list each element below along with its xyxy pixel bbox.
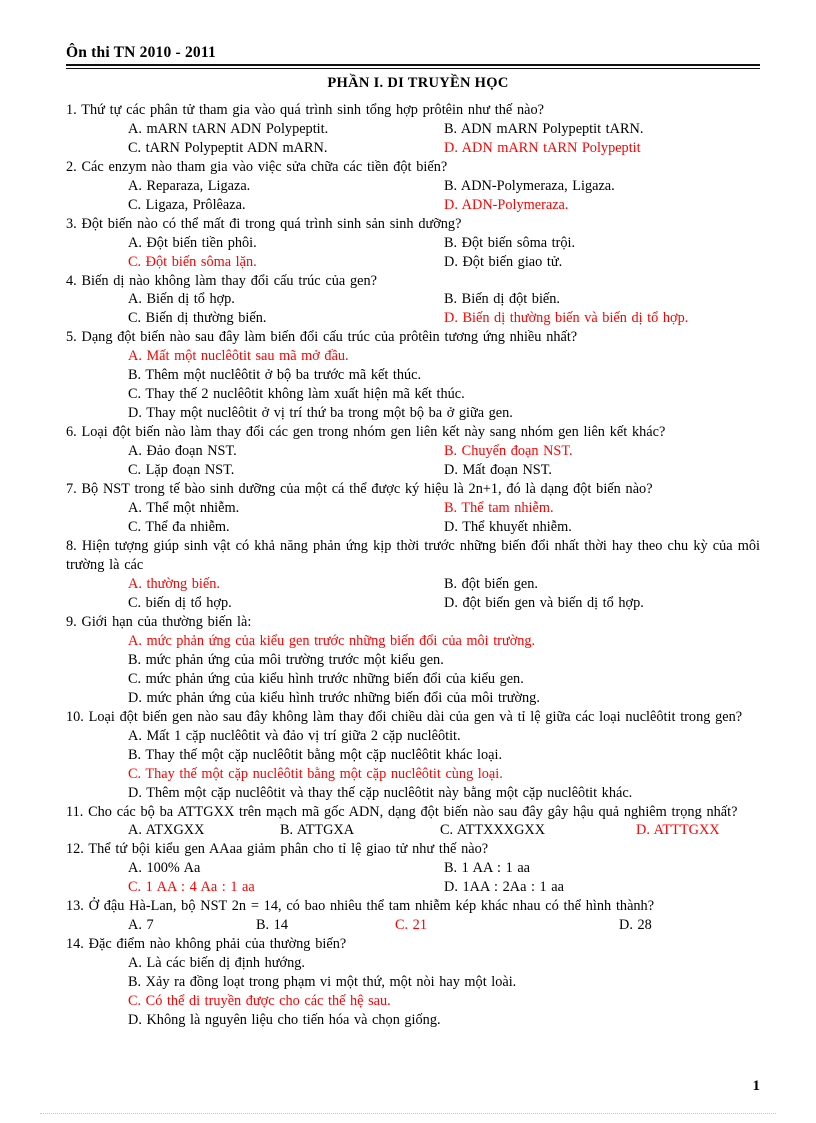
option-group — [66, 821, 760, 840]
question-block — [66, 328, 760, 423]
option-answer[interactable]: C. 21 — [395, 917, 427, 934]
option[interactable]: C. biến dị tổ hợp. — [128, 594, 232, 611]
option[interactable]: D. Không là nguyên liệu cho tiến hóa và chọn giống. — [128, 1011, 441, 1028]
question-stem: 9. Giới hạn của thường biến là: — [66, 613, 252, 630]
option-answer[interactable]: B. Thể tam nhiễm. — [444, 500, 554, 517]
option[interactable]: A. Mất 1 cặp nuclêôtit và đảo vị trí giữa 2 cặp nuclêôtit. — [128, 727, 461, 744]
question-stem: 12. Thể tứ bội kiểu gen AAaa giảm phân cho tỉ lệ giao tử như thế nào? — [66, 841, 489, 858]
question-stem: 4. Biến dị nào không làm thay đổi cấu trúc của gen? — [66, 272, 377, 289]
question-stem: 1. Thứ tự các phân tử tham gia vào quá trình sinh tổng hợp prôtêin như thế nào? — [66, 102, 544, 119]
option[interactable]: A. Biến dị tổ hợp. — [128, 291, 235, 308]
option[interactable]: D. 28 — [619, 917, 652, 934]
option-answer[interactable]: C. Đột biến sôma lặn. — [128, 253, 257, 270]
option[interactable]: B. Biến dị đột biến. — [444, 291, 560, 308]
option[interactable]: D. Đột biến giao tử. — [444, 253, 563, 270]
option[interactable]: B. Xảy ra đồng loạt trong phạm vi một thứ, một nòi hay một loài. — [128, 973, 517, 990]
question-block — [66, 158, 760, 215]
option[interactable]: C. Ligaza, Prôlêaza. — [128, 196, 246, 213]
option[interactable]: B. ADN mARN Polypeptit tARN. — [444, 120, 644, 137]
option[interactable]: A. mARN tARN ADN Polypeptit. — [128, 120, 329, 137]
option[interactable]: D. Thêm một cặp nuclêôtit và thay thế cặp nuclêôtit này bằng một cặp nuclêôtit khác. — [128, 784, 633, 801]
option[interactable]: D. Mất đoạn NST. — [444, 462, 552, 479]
option[interactable]: A. 7 — [128, 917, 154, 934]
option-answer[interactable]: B. Chuyển đoạn NST. — [444, 443, 573, 460]
question-block — [66, 708, 760, 803]
question-stem: 14. Đặc điểm nào không phải của thường biến? — [66, 936, 347, 953]
question-block — [66, 803, 760, 841]
option-group — [66, 499, 760, 537]
question-stem: 8. Hiện tượng giúp sinh vật có khả năng phản ứng kịp thời trước những biến đổi nhất thời hay theo chu kỳ của môi trường là các — [66, 538, 760, 573]
question-stem: 5. Dạng đột biến nào sau đây làm biến đổi cấu trúc của prôtêin tương ứng nhiều nhất? — [66, 329, 578, 346]
option-answer[interactable]: A. Mất một nuclêôtit sau mã mở đầu. — [128, 348, 349, 365]
option-group — [66, 632, 760, 708]
option[interactable]: D. mức phản ứng của kiểu hình trước những biến đổi của môi trường. — [128, 689, 540, 706]
option-answer[interactable]: C. Thay thế một cặp nuclêôtit bằng một cặp nuclêôtit cùng loại. — [128, 765, 503, 782]
option[interactable]: A. Thể một nhiễm. — [128, 500, 240, 517]
option-group — [66, 347, 760, 423]
option-group — [66, 954, 760, 1030]
footer-dotted-rule — [40, 1113, 776, 1114]
option-group — [66, 916, 760, 935]
option-answer[interactable]: D. ADN mARN tARN Polypeptit — [444, 139, 641, 156]
question-stem: 7. Bộ NST trong tế bào sinh dưỡng của một cá thể được ký hiệu là 2n+1, đó là dạng đột biến nào? — [66, 481, 653, 498]
option-group — [66, 442, 760, 480]
option[interactable]: A. Reparaza, Ligaza. — [128, 177, 251, 194]
option[interactable]: A. Là các biến dị định hướng. — [128, 954, 305, 971]
question-block — [66, 537, 760, 613]
option[interactable]: B. ATTGXA — [280, 822, 355, 839]
option-answer[interactable]: D. ATTTGXX — [636, 822, 720, 839]
question-stem: 2. Các enzym nào tham gia vào việc sửa chữa các tiền đột biến? — [66, 158, 448, 175]
option[interactable]: B. 1 AA : 1 aa — [444, 860, 531, 877]
option-answer[interactable]: D. ADN-Polymeraza. — [444, 196, 569, 213]
question-stem: 11. Cho các bộ ba ATTGXX trên mạch mã gốc ADN, dạng đột biến nào sau đây gây hậu quả nghiêm trọng nhất? — [66, 803, 738, 820]
page-number: 1 — [752, 1078, 760, 1094]
option[interactable]: C. tARN Polypeptit ADN mARN. — [128, 139, 328, 156]
option-answer[interactable]: A. thường biến. — [128, 575, 220, 592]
header-divider — [66, 64, 760, 69]
option[interactable]: A. ATXGXX — [128, 822, 205, 839]
question-block — [66, 897, 760, 935]
question-block — [66, 480, 760, 537]
option[interactable]: C. ATTXXXGXX — [440, 822, 546, 839]
option-group — [66, 234, 760, 272]
question-block — [66, 101, 760, 158]
question-block — [66, 423, 760, 480]
question-block — [66, 935, 760, 1030]
option-group — [66, 575, 760, 613]
question-block — [66, 613, 760, 708]
question-block — [66, 272, 760, 329]
option[interactable]: C. Lặp đoạn NST. — [128, 462, 235, 479]
option[interactable]: C. Thể đa nhiễm. — [128, 519, 230, 536]
question-stem: 13. Ở đậu Hà-Lan, bộ NST 2n = 14, có bao nhiêu thể tam nhiễm kép khác nhau có thể hình thành? — [66, 898, 655, 915]
option-group — [66, 120, 760, 158]
option[interactable]: A. Đảo đoạn NST. — [128, 443, 237, 460]
option-answer[interactable]: C. Có thể di truyền được cho các thế hệ sau. — [128, 992, 391, 1009]
running-head: Ôn thi TN 2010 - 2011 — [66, 44, 216, 61]
question-stem: 3. Đột biến nào có thể mất đi trong quá trình sinh sản sinh dưỡng? — [66, 215, 462, 232]
option-group — [66, 177, 760, 215]
option-answer[interactable]: C. 1 AA : 4 Aa : 1 aa — [128, 879, 255, 896]
option[interactable]: D. Thay một nuclêôtit ở vị trí thứ ba trong một bộ ba ở giữa gen. — [128, 405, 513, 422]
question-block — [66, 840, 760, 897]
option[interactable]: C. mức phản ứng của kiểu hình trước những biến đổi của kiểu gen. — [128, 670, 524, 687]
option[interactable]: A. Đột biến tiền phôi. — [128, 234, 257, 251]
option[interactable]: B. Đột biến sôma trội. — [444, 234, 576, 251]
page-title: PHẦN I. DI TRUYỀN HỌC — [327, 75, 509, 92]
option[interactable]: B. Thêm một nuclêôtit ở bộ ba trước mã kết thúc. — [128, 367, 422, 384]
question-list — [66, 101, 760, 1030]
option-answer[interactable]: A. mức phản ứng của kiểu gen trước những biến đổi của môi trường. — [128, 632, 536, 649]
option[interactable]: D. đột biến gen và biến dị tổ hợp. — [444, 594, 644, 611]
option-group — [66, 727, 760, 803]
option[interactable]: B. Thay thế một cặp nuclêôtit bằng một cặp nuclêôtit khác loại. — [128, 746, 503, 763]
question-stem: 6. Loại đột biến nào làm thay đổi các gen trong nhóm gen liên kết này sang nhóm gen liên kết khác? — [66, 424, 666, 441]
option[interactable]: B. 14 — [256, 917, 288, 934]
option-group — [66, 290, 760, 328]
option[interactable]: C. Biến dị thường biến. — [128, 310, 267, 327]
option[interactable]: B. mức phản ứng của môi trường trước một kiểu gen. — [128, 651, 444, 668]
option-group — [66, 859, 760, 897]
question-block — [66, 215, 760, 272]
option[interactable]: D. Thể khuyết nhiễm. — [444, 519, 572, 536]
option-answer[interactable]: D. Biến dị thường biến và biến dị tổ hợp. — [444, 310, 689, 327]
option[interactable]: D. 1AA : 2Aa : 1 aa — [444, 879, 564, 896]
option[interactable]: B. ADN-Polymeraza, Ligaza. — [444, 177, 615, 194]
option[interactable]: C. Thay thế 2 nuclêôtit không làm xuất hiện mã kết thúc. — [128, 386, 465, 403]
option[interactable]: B. đột biến gen. — [444, 575, 538, 592]
option[interactable]: A. 100% Aa — [128, 860, 201, 877]
question-stem: 10. Loại đột biến gen nào sau đây không làm thay đổi chiều dài của gen và tỉ lệ giữa các loại nuclêôtit trong gen? — [66, 708, 743, 725]
